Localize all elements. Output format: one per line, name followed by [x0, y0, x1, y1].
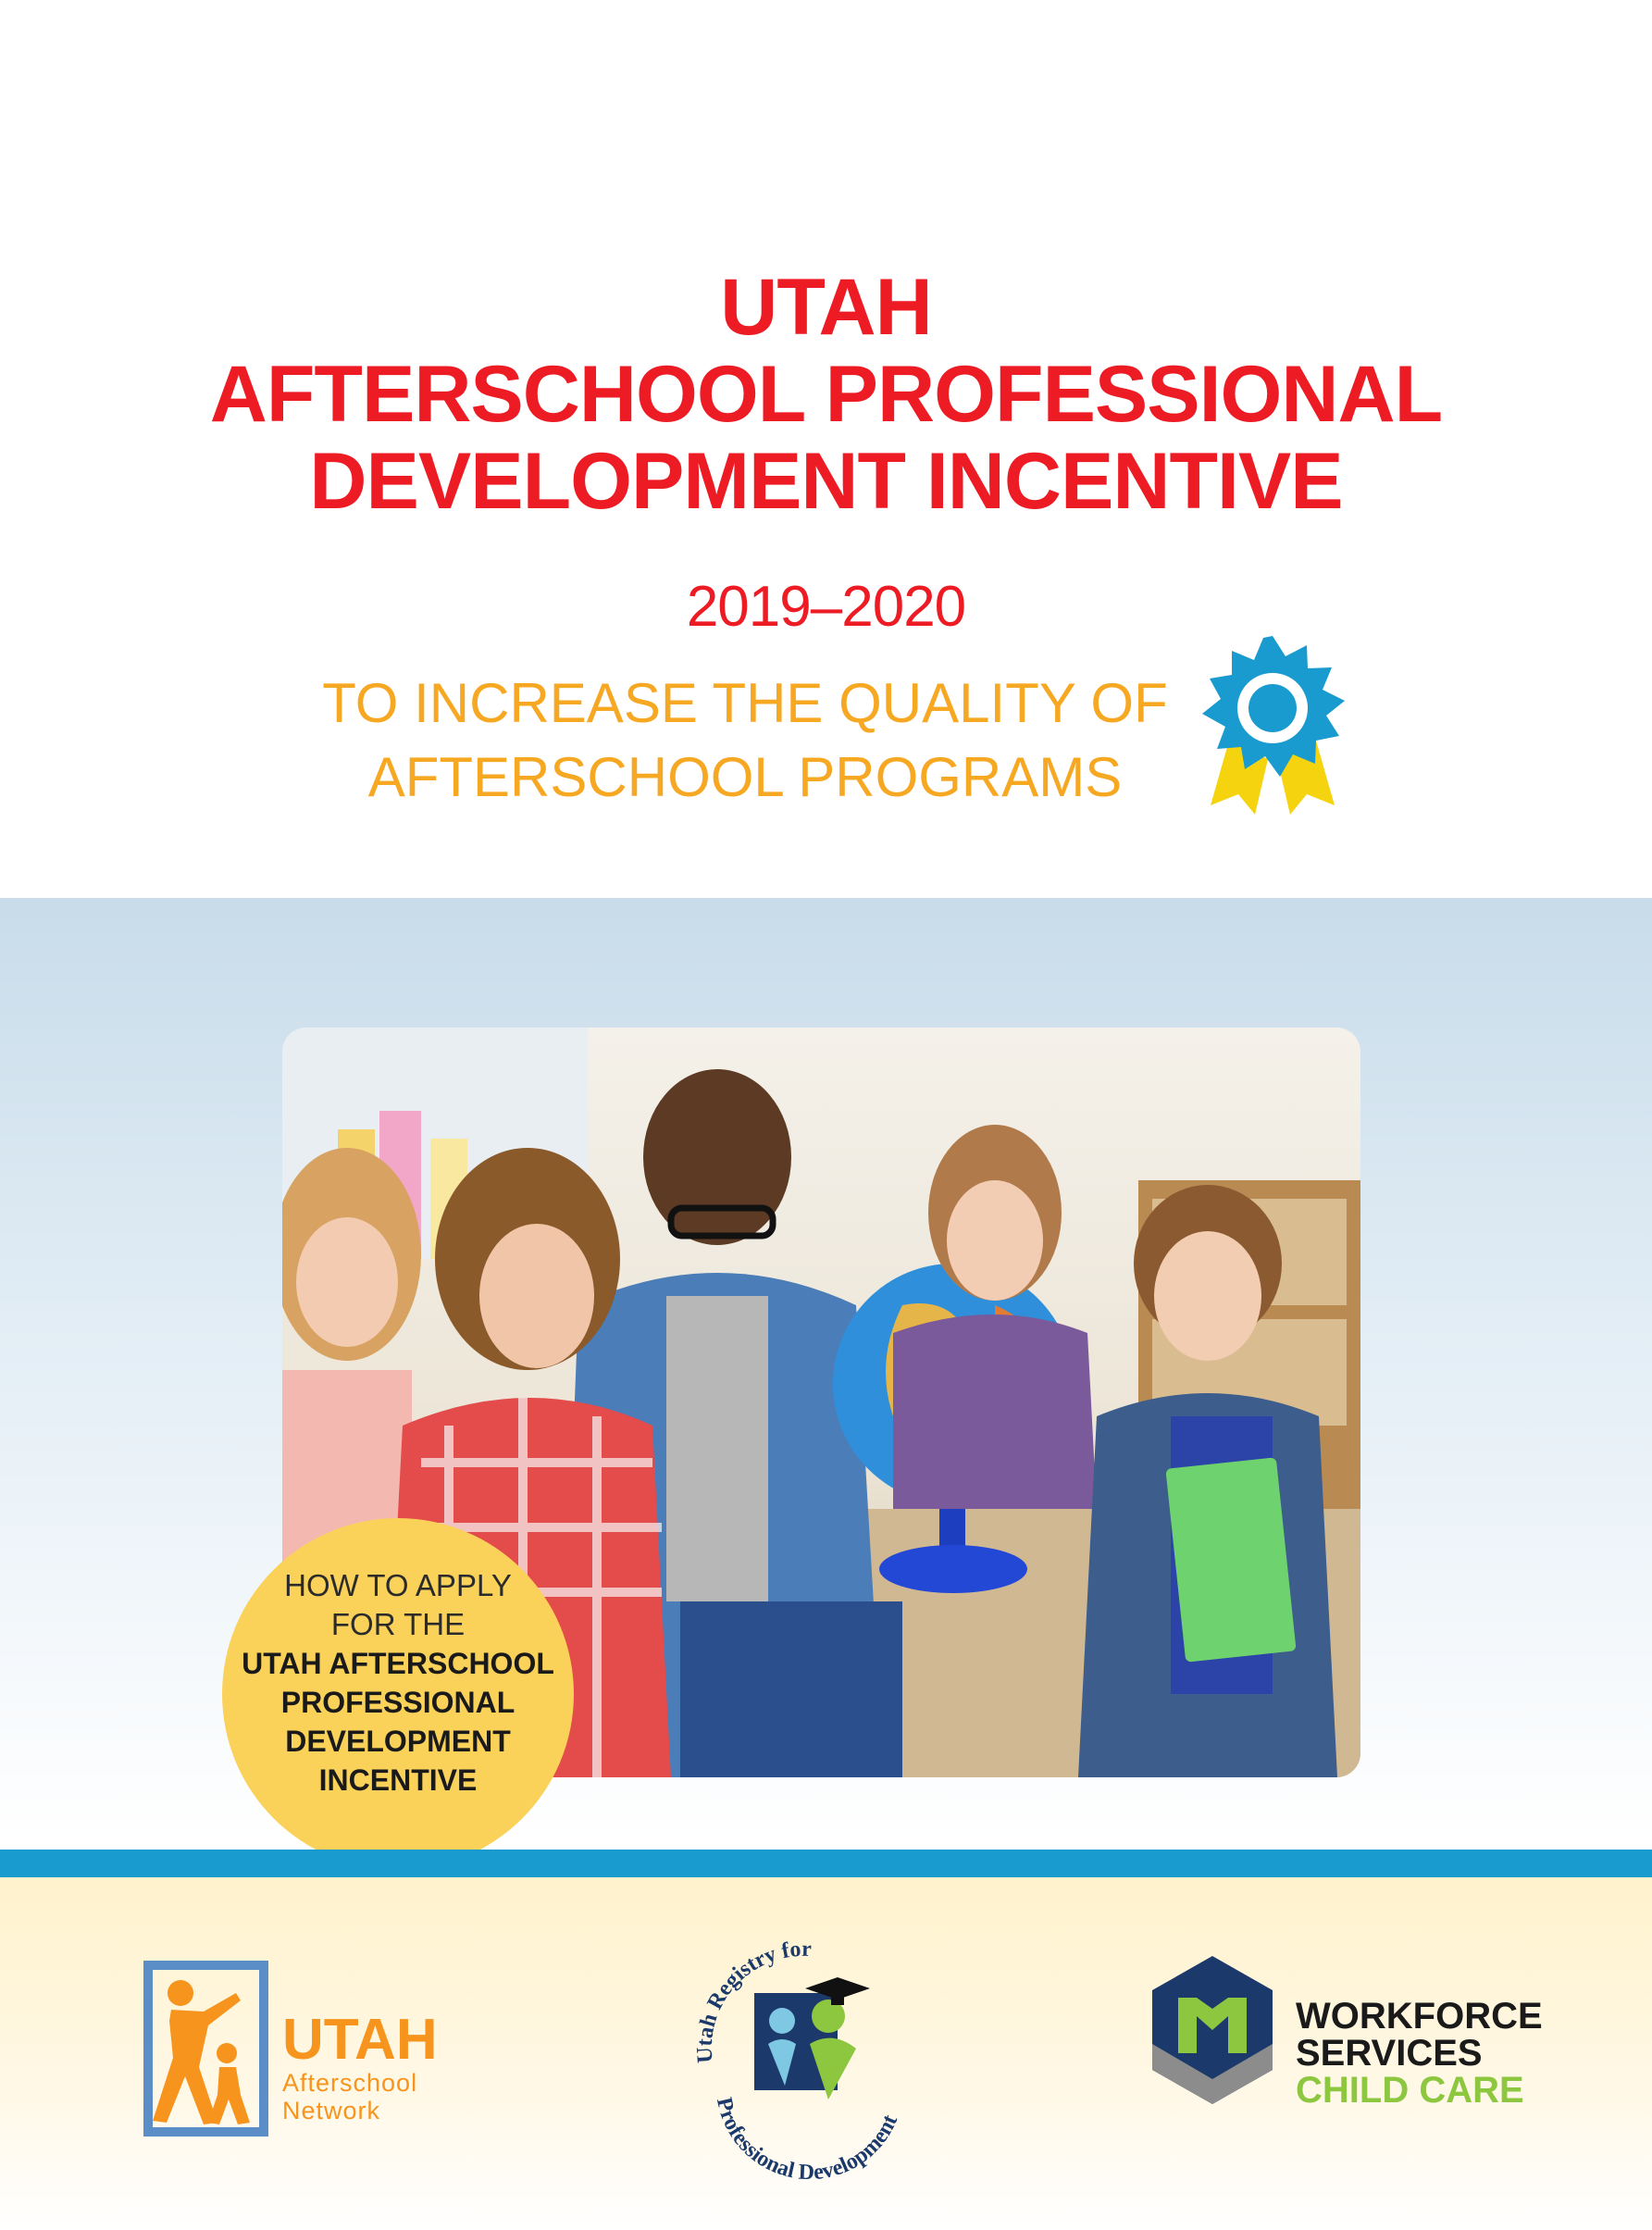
apply-line-3: UTAH AFTERSCHOOL: [242, 1647, 554, 1680]
divider-stripe: [0, 1850, 1652, 1877]
wfs-line-1: WORKFORCE: [1296, 1996, 1543, 2037]
uan-small-text-1: Afterschool: [282, 2069, 418, 2097]
tagline-line-2: AFTERSCHOOL PROGRAMS: [367, 746, 1123, 808]
apply-line-6: INCENTIVE: [318, 1763, 478, 1797]
registry-top-text: Utah Registry for: [692, 1937, 813, 2064]
tagline-line-1: TO INCREASE THE QUALITY OF: [322, 672, 1168, 734]
uan-big-text: UTAH: [282, 2008, 438, 2072]
uan-small-text-2: Network: [282, 2097, 381, 2124]
tagline: [278, 667, 1212, 815]
apply-line-1: HOW TO APPLY: [284, 1568, 512, 1602]
apply-line-4: PROFESSIONAL: [280, 1686, 515, 1719]
workforce-services-logo: [1143, 1951, 1541, 2137]
utah-afterschool-network-logo: [134, 1956, 504, 2141]
how-to-apply-callout: [222, 1518, 574, 1870]
apply-line-2: FOR THE: [330, 1607, 466, 1641]
footer-logos: [0, 1877, 1652, 2230]
title-block: [0, 264, 1652, 525]
title-line-3: DEVELOPMENT INCENTIVE: [309, 437, 1343, 526]
wfs-line-2: SERVICES: [1296, 2033, 1483, 2074]
registry-bottom-text: Professional Development: [711, 2095, 903, 2186]
apply-line-5: DEVELOPMENT: [285, 1725, 511, 1758]
wfs-line-3: CHILD CARE: [1296, 2070, 1524, 2111]
years: 2019–2020: [686, 575, 966, 639]
title-line-2: AFTERSCHOOL PROFESSIONAL: [209, 350, 1443, 439]
award-ribbon-icon: [1194, 629, 1351, 833]
running-kids-icon: [134, 1956, 282, 2141]
utah-registry-logo: [676, 1914, 935, 2192]
title-line-1: UTAH: [720, 263, 932, 352]
workforce-hexagon-icon: [1143, 1951, 1282, 2109]
